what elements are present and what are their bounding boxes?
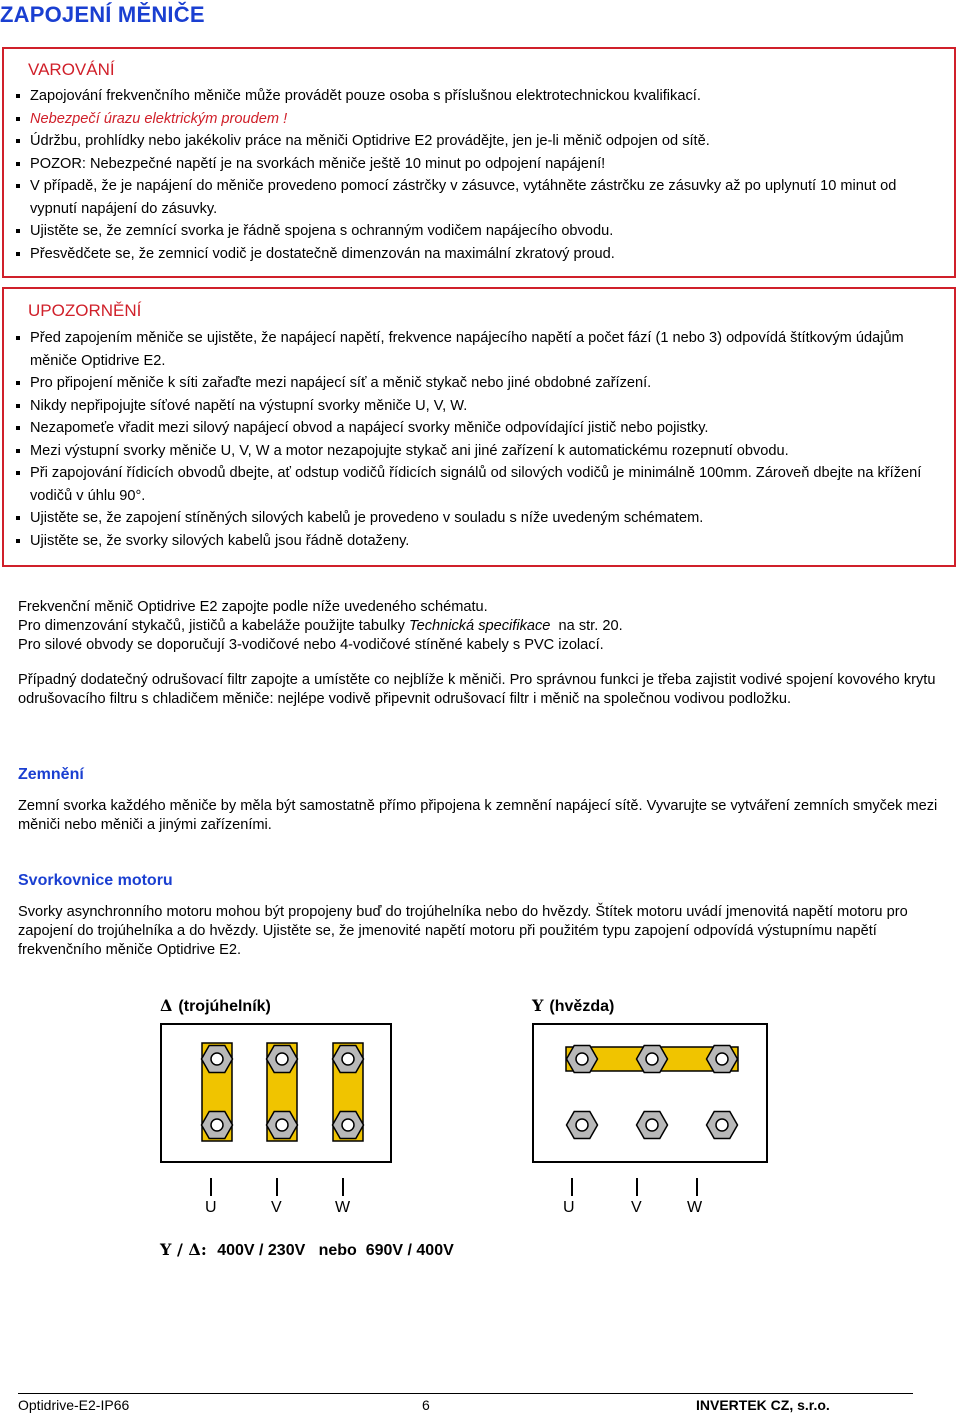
filter-paragraph: Případný dodatečný odrušovací filtr zapojte a umístěte co nejblíže k měniči. Pro správnou funkci je třeba zajistit vodivé spojení kovového krytu odrušovacího filtru s chladičem měniče: nejlépe vodivě připevnit odrušovací filtr i měnič na společnou vodivou podložku.: [18, 672, 936, 708]
intro-line-3: Pro silové obvody se doporučují 3-vodičové nebo 4-vodičové stíněné kabely s PVC izolací.: [18, 637, 604, 654]
notice-item: Před zapojením měniče se ujistěte, že napájecí napětí, frekvence napájecího napětí a počet fází (1 nebo 3) odpovídá štítkovým údajům měniče Optidrive E2.: [14, 327, 944, 372]
notice-item: Při zapojování řídicích obvodů dbejte, ať odstup vodičů řídicích signálů od silových vodičů je minimálně 100mm. Zároveň dbejte na křížení vodičů v úhlu 90°.: [14, 462, 944, 507]
footer-doc-name: Optidrive-E2-IP66: [18, 1397, 130, 1413]
intro-block: [18, 598, 948, 656]
star-wiring-svg: [534, 1025, 766, 1161]
earthing-heading: Zemnění: [18, 766, 84, 783]
delta-terminal-panel: [160, 1023, 392, 1163]
star-label-u: U: [563, 1199, 575, 1216]
warning-item-danger: Nebezpečí úrazu elektrickým proudem !: [14, 108, 944, 131]
earthing-text: Zemní svorka každého měniče by měla být samostatně přímo připojena k zemnění napájecí sítě. Vyvarujte se vytváření zemních smyček mezi měniči nebo měniči a jinými zařízeními.: [18, 798, 938, 834]
warning-box: [2, 47, 956, 278]
delta-terminal-top-1: [202, 1046, 233, 1073]
notice-item: Ujistěte se, že zapojení stíněných silových kabelů je provedeno v souladu s níže uvedeným schématem.: [14, 507, 944, 530]
notice-item: Nezapomeťe vřadit mezi silový napájecí obvod a napájecí svorky měniče odpovídající jistič nebo pojistky.: [14, 417, 944, 440]
intro-line-2: Pro dimenzování stykačů, jističů a kabeláže použijte tabulky Technická specifikace na str. 20.: [18, 618, 623, 635]
warning-item: Ujistěte se, že zemnící svorka je řádně spojena s ochranným vodičem napájecího obvodu.: [14, 220, 944, 243]
star-symbol: Y: [532, 996, 544, 1015]
warning-item: Přesvědčete se, že zemnicí vodič je dostatečně dimenzován na maximální zkratový proud.: [14, 243, 944, 266]
notice-item: Mezi výstupní svorky měniče U, V, W a motor nezapojujte stykač ani jiné zařízení k automatickému rozepnutí obvodu.: [14, 440, 944, 463]
page-title: ZAPOJENÍ MĚNIČE: [0, 2, 205, 27]
warning-heading: VAROVÁNÍ: [28, 60, 115, 79]
warning-item: Zapojování frekvenčního měniče může provádět pouze osoba s příslušnou elektrotechnickou kvalifikací.: [14, 85, 944, 108]
motor-terminals-text: Svorky asynchronního motoru mohou být propojeny buď do trojúhelníka nebo do hvězdy. Štítek motoru uvádí jmenovitá napětí motoru pro zapojení do trojúhelníka a do hvězdy. Ujistěte se, že jmenovité napětí motoru při použitém typu zapojení odpovídá výstupnímu napětí frekvenčního měniče Optidrive E2.: [18, 904, 908, 959]
star-terminal-top-3: [707, 1046, 738, 1073]
delta-label-u: U: [205, 1199, 217, 1216]
notice-item: Ujistěte se, že svorky silových kabelů jsou řádně dotaženy.: [14, 530, 944, 553]
footer-page-number: 6: [422, 1397, 430, 1413]
notice-box: [2, 287, 956, 567]
delta-wiring-svg: [162, 1025, 390, 1161]
warning-list: [14, 85, 944, 265]
star-terminal-top-1: [567, 1046, 598, 1073]
delta-label-w: W: [335, 1199, 351, 1216]
star-lead-w: [696, 1178, 698, 1196]
star-diagram-title: Y (hvězda): [532, 996, 615, 1015]
delta-lead-w: [342, 1178, 344, 1196]
intro-line-1: Frekvenční měnič Optidrive E2 zapojte podle níže uvedeného schématu.: [18, 599, 488, 615]
star-terminal-bottom-3: [707, 1112, 738, 1139]
delta-terminal-bottom-3: [333, 1112, 364, 1139]
delta-terminal-bottom-2: [267, 1112, 298, 1139]
star-lead-v: [636, 1178, 638, 1196]
footer-divider: [18, 1393, 913, 1394]
notice-item: Nikdy nepřipojujte síťové napětí na výstupní svorky měniče U, V, W.: [14, 395, 944, 418]
footer-company: INVERTEK CZ, s.r.o.: [696, 1397, 830, 1413]
notice-item: Pro připojení měniče k síti zařaďte mezi napájecí síť a měnič stykač nebo jiné obdobné zařízení.: [14, 372, 944, 395]
delta-terminal-top-3: [333, 1046, 364, 1073]
warning-item: V případě, že je napájení do měniče provedeno pomocí zástrčky v zásuvce, vytáhněte zástrčku ze zásuvky až po uplynutí 10 minut od vypnutí napájení do zásuvky.: [14, 175, 944, 220]
delta-terminal-bottom-1: [202, 1112, 233, 1139]
delta-terminal-top-2: [267, 1046, 298, 1073]
voltage-values: 400V / 230V nebo 690V / 400V: [217, 1242, 454, 1259]
warning-item: Údržbu, prohlídky nebo jakékoliv práce na měniči Optidrive E2 provádějte, jen je-li měnič odpojen od sítě.: [14, 130, 944, 153]
notice-heading: UPOZORNĚNÍ: [28, 301, 142, 320]
delta-label-v: V: [271, 1199, 282, 1216]
warning-item: POZOR: Nebezpečné napětí je na svorkách měniče ještě 10 minut po odpojení napájení!: [14, 153, 944, 176]
star-terminal-bottom-2: [637, 1112, 668, 1139]
delta-lead-v: [276, 1178, 278, 1196]
star-lead-u: [571, 1178, 573, 1196]
motor-terminals-heading: Svorkovnice motoru: [18, 872, 173, 889]
voltage-symbols: Y / Δ:: [160, 1240, 207, 1259]
delta-lead-u: [210, 1178, 212, 1196]
star-terminal-panel: [532, 1023, 768, 1163]
star-terminal-bottom-1: [567, 1112, 598, 1139]
star-terminal-top-2: [637, 1046, 668, 1073]
star-label-w: W: [687, 1199, 703, 1216]
notice-list: [14, 327, 944, 552]
voltage-rating: [160, 1240, 454, 1260]
delta-symbol: Δ: [160, 996, 173, 1015]
delta-diagram-title: Δ (trojúhelník): [160, 996, 271, 1015]
spec-reference: Technická specifikace: [409, 618, 551, 635]
star-label-v: V: [631, 1199, 642, 1216]
